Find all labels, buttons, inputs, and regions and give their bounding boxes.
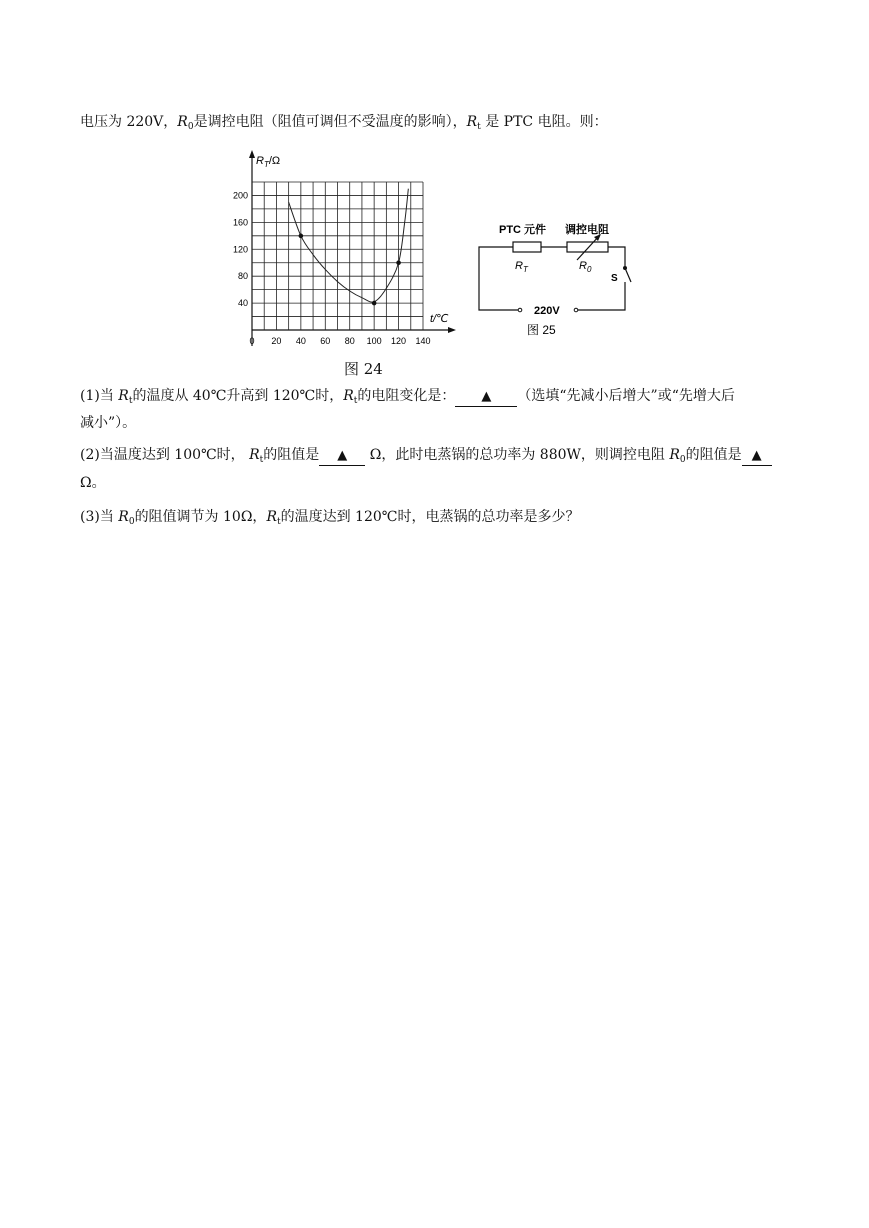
q3-rt-subscript: t	[276, 517, 281, 527]
q3-r0-symbol: R	[118, 509, 129, 525]
intro-text-3: 是 PTC 电阻。则：	[480, 114, 608, 130]
circuit-wire-bottom	[577, 282, 625, 310]
question-3-line	[80, 507, 579, 532]
figure-25-circuit	[475, 214, 640, 340]
rt-symbol: R	[466, 114, 478, 130]
x-tick-label: 40	[295, 336, 306, 346]
q1-text-b: 的温度从 40℃升高到 120℃时，	[132, 388, 344, 404]
q3-text-c: 的温度达到 120℃时，电蒸锅的总功率是多少？	[280, 509, 580, 525]
y-tick-label: 40	[237, 298, 248, 309]
question-1-line-1	[80, 386, 735, 411]
intro-line	[80, 112, 608, 137]
q1-text-a: (1)当	[80, 388, 119, 404]
rt-label: $R_T$	[515, 260, 528, 274]
r0-symbol: R	[177, 114, 188, 130]
rt-curve	[289, 189, 409, 302]
x-tick-label: 100	[366, 336, 382, 346]
q2-text-d: 的阻值是	[685, 447, 742, 463]
question-2-line-1	[80, 445, 772, 470]
q1-rt2-symbol: R	[343, 388, 354, 404]
r0-subscript: 0	[187, 122, 194, 132]
circuit-wire-right	[608, 247, 625, 266]
x-tick-label: 0	[249, 336, 255, 346]
figure-24-caption: 图 24	[344, 360, 383, 378]
terminal-left	[518, 308, 522, 312]
x-tick-label: 20	[271, 336, 282, 346]
intro-text-2: 是调控电阻（阻值可调但不受温度的影响），	[193, 114, 467, 130]
control-resistor	[567, 242, 608, 252]
circuit-wire	[479, 247, 519, 310]
data-point	[396, 260, 401, 265]
x-tick-label: 120	[391, 336, 407, 346]
terminal-right	[574, 308, 578, 312]
control-resistor-label: 调控电阻	[565, 224, 609, 236]
q1-rt2-subscript: t	[353, 396, 358, 406]
q2-r0-subscript: 0	[679, 455, 686, 465]
q2-text-a: (2)当温度达到 100℃时，	[80, 447, 250, 463]
switch-blade	[625, 268, 631, 282]
q2-text-b: 的阻值是	[263, 447, 320, 463]
q2-r0-symbol: R	[669, 447, 680, 463]
q2-answer-blank-2[interactable]: ▲	[742, 447, 772, 466]
data-point	[372, 301, 377, 306]
q1-rt-symbol: R	[118, 388, 129, 404]
q3-text-a: (3)当	[80, 509, 119, 525]
x-axis-label: t/℃	[430, 313, 449, 325]
y-tick-label: 200	[232, 190, 248, 201]
y-tick-label: 160	[232, 217, 248, 228]
q1-text-c: 的电阻变化是：	[357, 388, 456, 404]
q2-answer-blank-1[interactable]: ▲	[319, 447, 365, 466]
data-point	[299, 234, 304, 239]
figure-24-graph	[225, 148, 465, 353]
question-2-line-2: Ω。	[80, 475, 106, 491]
y-axis-arrow	[249, 150, 255, 158]
grid	[252, 182, 423, 330]
q1-answer-blank[interactable]: ▲	[455, 388, 517, 407]
x-tick-label: 140	[415, 336, 431, 346]
q1-rt-subscript: t	[128, 396, 133, 406]
ptc-label: PTC 元件	[499, 224, 547, 236]
q2-text-c: Ω，此时电蒸锅的总功率为 880W，则调控电阻	[365, 447, 670, 463]
rt-subscript: t	[477, 122, 481, 132]
r0-label: $R_0$	[579, 260, 592, 274]
q2-rt-subscript: t	[259, 455, 264, 465]
x-tick-label: 80	[344, 336, 355, 346]
y-axis-label: $R_T/\Omega$	[256, 155, 281, 169]
q3-rt-symbol: R	[266, 509, 277, 525]
intro-text-1: 电压为 220V，	[80, 114, 178, 130]
y-tick-label: 120	[232, 244, 248, 255]
ptc-resistor	[513, 242, 541, 252]
x-tick-label: 60	[320, 336, 331, 346]
x-axis-arrow	[448, 327, 456, 333]
figure-25-caption: 图 25	[527, 323, 556, 337]
switch-label: S	[611, 273, 618, 284]
q2-rt-symbol: R	[249, 447, 260, 463]
q1-text-d: （选填“先减小后增大”或“先增大后	[517, 388, 735, 404]
voltage-label: 220V	[534, 305, 560, 317]
y-tick-label: 80	[237, 271, 248, 282]
question-1-line-2: 减小”）。	[80, 415, 137, 431]
q3-text-b: 的阻值调节为 10Ω，	[134, 509, 267, 525]
q3-r0-subscript: 0	[128, 517, 135, 527]
